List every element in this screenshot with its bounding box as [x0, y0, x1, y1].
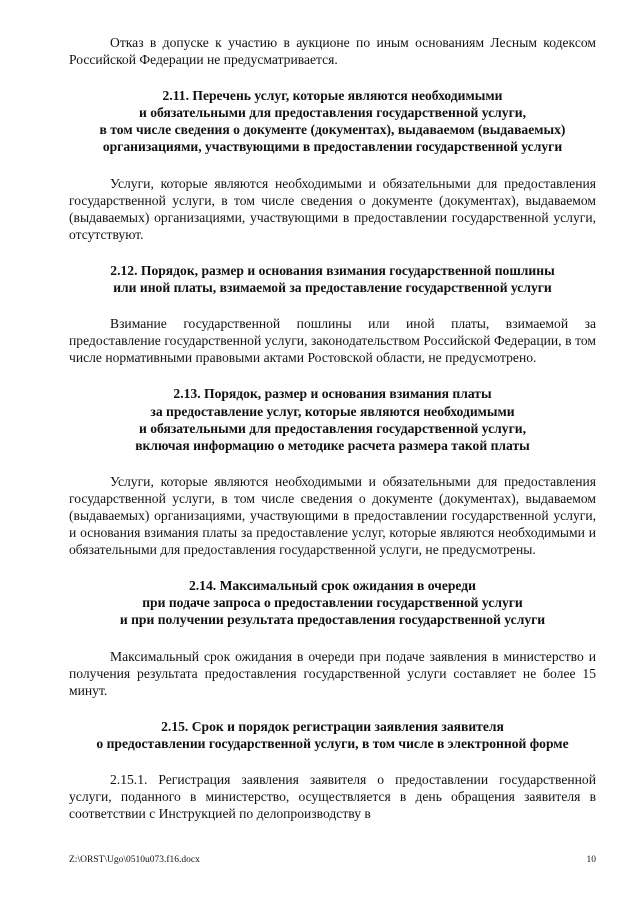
section-heading-2-14: [69, 577, 596, 628]
section-body-2-11: Услуги, которые являются необходимыми и обязательными для предоставления государственной услуги, в том числе сведения о документе (документах), выдаваемом (выдаваемых) организациями, участвующими в предоставлении государственной услуги, отсутствуют.: [69, 175, 596, 242]
heading-line: 2.13. Порядок, размер и основания взимания платы: [173, 386, 492, 402]
section-heading-2-13: [69, 385, 596, 453]
section-heading-2-12: [69, 262, 596, 296]
section-heading-2-11: [69, 87, 596, 155]
heading-line: 2.12. Порядок, размер и основания взимания государственной пошлины: [110, 262, 555, 278]
heading-line: 2.15. Срок и порядок регистрации заявления заявителя: [161, 718, 504, 734]
heading-line: в том числе сведения о документе (документах), выдаваемом (выдаваемых): [99, 122, 566, 138]
page-number: 10: [586, 855, 596, 865]
section-body-2-15: 2.15.1. Регистрация заявления заявителя о предоставлении государственной услуги, поданного в министерство, осуществляется в день обращения заявителя в соответствии с Инструкцией по делопроизводству в: [69, 772, 596, 822]
heading-line: или иной платы, взимаемой за предоставление государственной услуги: [113, 280, 552, 296]
file-path: Z:\ORST\Ugo\0510u073.f16.docx: [69, 855, 200, 865]
section-body-2-12: Взимание государственной пошлины или иной платы, взимаемой за предоставление государственной услуги, законодательством Российской Федерации, в том числе нормативными правовыми актами Ростовской области, не предусмотрено.: [69, 316, 596, 366]
heading-line: и обязательными для предоставления государственной услуги,: [139, 420, 526, 436]
section-body-2-14: Максимальный срок ожидания в очереди при подаче заявления в министерство и получения результата предоставления государственной услуги составляет не более 15 минут.: [69, 648, 596, 698]
heading-line: о предоставлении государственной услуги, в том числе в электронной форме: [96, 735, 569, 751]
heading-line: 2.14. Максимальный срок ожидания в очереди: [188, 578, 476, 594]
heading-line: включая информацию о методике расчета размера такой платы: [135, 437, 530, 453]
heading-line: за предоставление услуг, которые являются необходимыми: [150, 403, 515, 419]
heading-line: организациями, участвующими в предоставлении государственной услуги: [102, 139, 563, 155]
heading-line: и обязательными для предоставления государственной услуги,: [139, 105, 526, 121]
document-page: [69, 34, 596, 822]
section-heading-2-15: [69, 718, 596, 752]
heading-line: и при получении результата предоставления государственной услуги: [119, 612, 546, 628]
heading-line: 2.11. Перечень услуг, которые являются необходимыми: [162, 88, 503, 104]
intro-paragraph: Отказ в допуске к участию в аукционе по иным основаниям Лесным кодексом Российской Федерации не предусматривается.: [69, 35, 596, 68]
section-body-2-13: Услуги, которые являются необходимыми и обязательными для предоставления государственной услуги, в том числе сведения о документе (документах), выдаваемом (выдаваемых) организациями, участвующими в предоставлении государственной услуги, и основания взимания платы за предоставление услуг, которые являются необходимыми и обязательными для предоставления государственной услуги, не предусмотрены.: [69, 473, 596, 558]
heading-line: при подаче запроса о предоставлении государственной услуги: [142, 595, 523, 611]
